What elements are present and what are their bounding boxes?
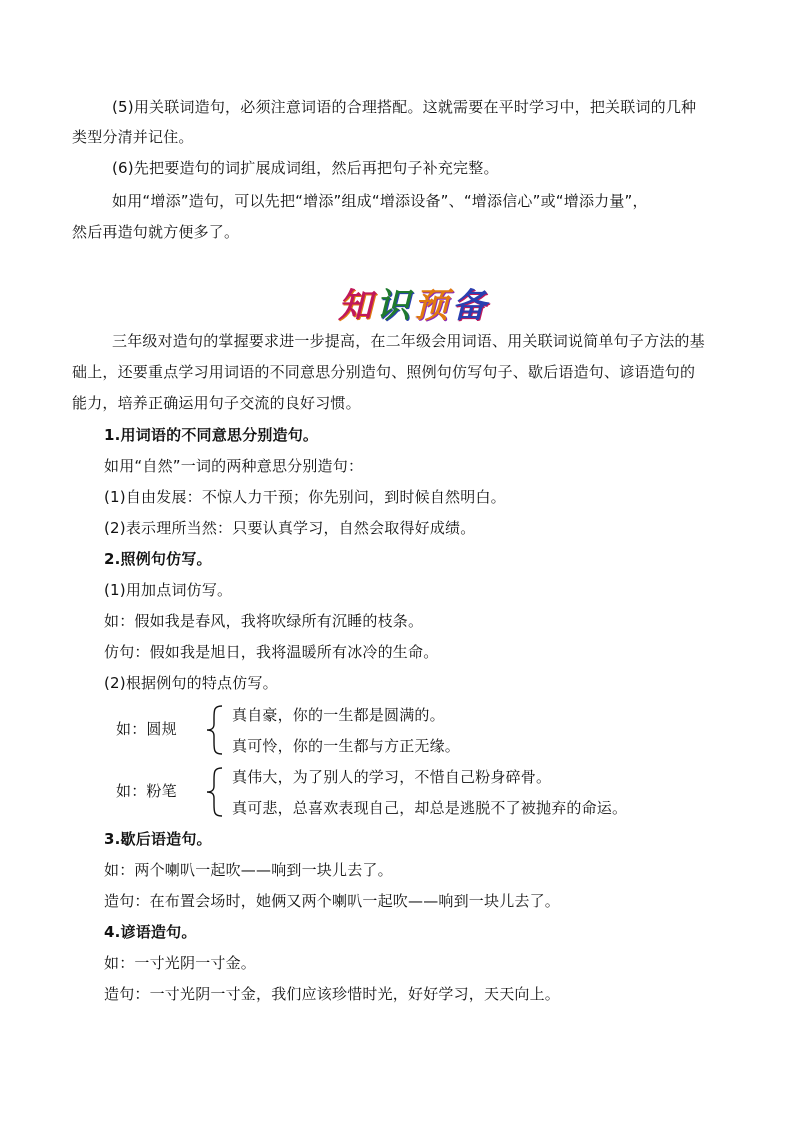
group-1-line-1: 真自豪，你的一生都是圆满的。 <box>232 706 445 724</box>
section-4-example: 如：一寸光阴一寸金。 <box>104 954 257 972</box>
paragraph-5-line-2: 类型分清并记住。 <box>72 128 194 146</box>
section-4-sentence: 造句：一寸光阴一寸金，我们应该珍惜时光，好好学习，天天向上。 <box>104 985 561 1003</box>
section-2-heading: 2.照例句仿写。 <box>104 550 212 568</box>
example-line-2: 然后再造句就方便多了。 <box>72 223 240 241</box>
group-1-line-2: 真可怜，你的一生都与方正无缘。 <box>232 737 461 755</box>
section-3-example: 如：两个喇叭一起吹——响到一块儿去了。 <box>104 861 393 879</box>
group-1-label: 如：圆规 <box>116 720 177 738</box>
brace-icon <box>204 766 224 818</box>
group-2-label: 如：粉笔 <box>116 782 177 800</box>
banner-char-2: 识 <box>376 286 414 326</box>
example-line-1: 如用“增添”造句，可以先把“增添”组成“增添设备”、“增添信心”或“增添力量”， <box>112 192 648 210</box>
section-3-heading: 3.歇后语造句。 <box>104 830 212 848</box>
intro-line-2: 础上，还要重点学习用词语的不同意思分别造句、照例句仿写句子、歇后语造句、谚语造句的 <box>72 363 696 381</box>
group-2-line-2: 真可悲，总喜欢表现自己，却总是逃脱不了被抛弃的命运。 <box>232 799 628 817</box>
banner-char-4: 备 <box>452 286 490 326</box>
intro-line-1: 三年级对造句的掌握要求进一步提高，在二年级会用词语、用关联词说简单句子方法的基 <box>112 332 705 350</box>
section-banner <box>338 278 498 326</box>
section-1-item-2: (2)表示理所当然：只要认真学习，自然会取得好成绩。 <box>104 519 476 537</box>
section-3-sentence: 造句：在布置会场时，她俩又两个喇叭一起吹——响到一块儿去了。 <box>104 892 561 910</box>
section-1-item-1: (1)自由发展：不惊人力干预；你先别问，到时候自然明白。 <box>104 488 506 506</box>
paragraph-5-line-1: (5)用关联词造句，必须注意词语的合理搭配。这就需要在平时学习中，把关联词的几种 <box>112 98 697 116</box>
paragraph-6: (6)先把要造句的词扩展成词组，然后再把句子补充完整。 <box>112 159 499 177</box>
brace-icon <box>204 704 224 756</box>
section-4-heading: 4.谚语造句。 <box>104 923 197 941</box>
section-1-intro: 如用“自然”一词的两种意思分别造句： <box>104 457 364 475</box>
section-2-imitation: 仿句：假如我是旭日，我将温暖所有冰冷的生命。 <box>104 643 439 661</box>
banner-char-1: 知 <box>338 286 376 326</box>
banner-title <box>338 278 498 327</box>
section-1-heading: 1.用词语的不同意思分别造句。 <box>104 426 319 444</box>
banner-char-3: 预 <box>414 286 452 326</box>
section-2-sub-2: (2)根据例句的特点仿写。 <box>104 674 278 692</box>
intro-line-3: 能力，培养正确运用句子交流的良好习惯。 <box>72 394 361 412</box>
group-2-line-1: 真伟大，为了别人的学习，不惜自己粉身碎骨。 <box>232 768 552 786</box>
section-2-sub-1: (1)用加点词仿写。 <box>104 581 233 599</box>
section-2-example: 如：假如我是春风，我将吹绿所有沉睡的枝条。 <box>104 612 424 630</box>
